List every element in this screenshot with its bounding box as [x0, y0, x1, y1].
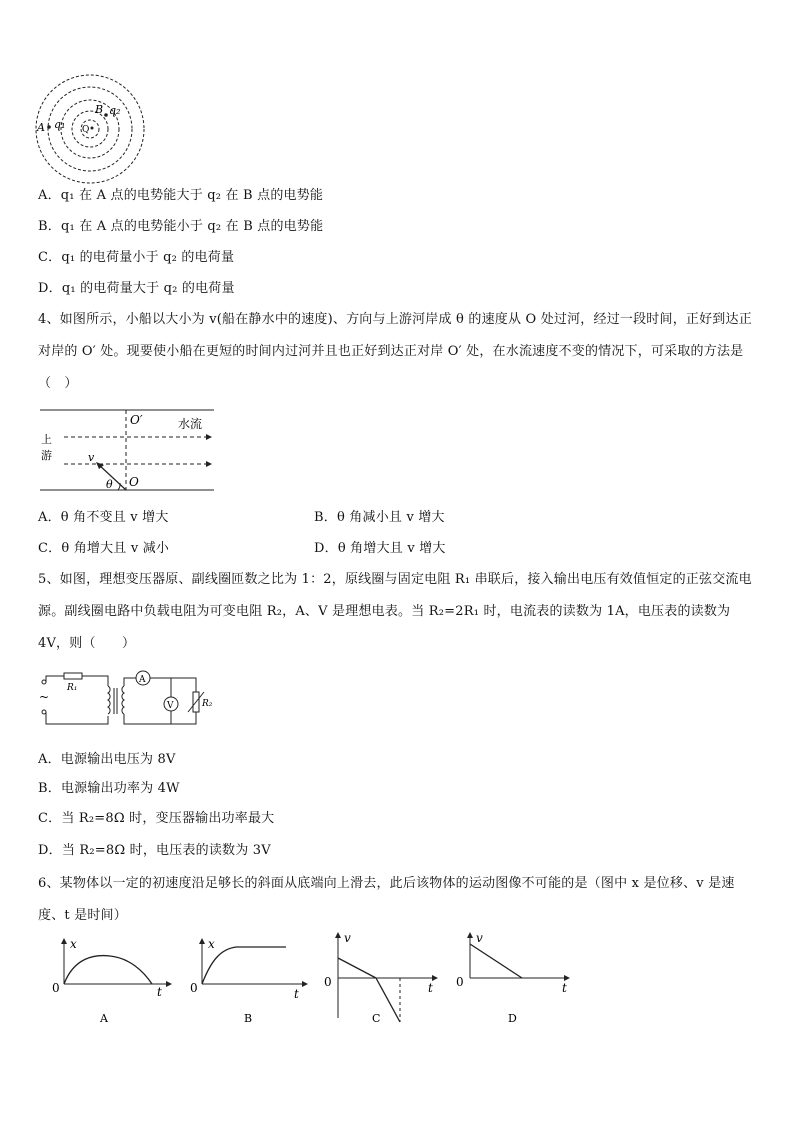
label-r2: R₂	[202, 699, 213, 709]
label-q1: q₁	[54, 118, 66, 131]
label-upstream-1: 上	[41, 433, 52, 446]
graph-b-ylabel: x	[208, 937, 215, 951]
q5-option-d[interactable]: D．当 R₂=8Ω 时，电压表的读数为 3V	[38, 843, 271, 858]
label-ammeter: A	[139, 675, 146, 685]
graph-a-xlabel: t	[157, 985, 162, 999]
graph-b-xlabel: t	[294, 987, 299, 1001]
q4-option-c[interactable]: C．θ 角增大且 v 减小	[38, 541, 170, 556]
label-q2: q₂	[109, 104, 121, 117]
q3-option-d[interactable]: D．q₁ 的电荷量大于 q₂ 的电荷量	[38, 281, 235, 296]
q4-stem: 4、如图所示，小船以大小为 v(船在静水中的速度)、方向与上游河岸成 θ 的速度从 O 处过河，经过一段时间，正好到达正对岸的 O′ 处。现要使小船在更短的时间内过河并且也正好到达正对岸 O′ 处，在水流速度不变的情况下，可采取的方法是（ ）	[38, 312, 752, 391]
graph-a-caption: A	[100, 1012, 108, 1025]
label-voltmeter: V	[167, 701, 174, 711]
q4-option-a[interactable]: A．θ 角不变且 v 增大	[38, 510, 169, 525]
label-theta: θ	[106, 478, 113, 491]
label-o: O	[129, 475, 139, 489]
label-v: v	[88, 451, 95, 464]
q3-option-b[interactable]: B．q₁ 在 A 点的电势能小于 q₂ 在 B 点的电势能	[38, 219, 324, 234]
label-r1: R₁	[67, 683, 78, 693]
q5-stem: 5、如图，理想变压器原、副线圈匝数之比为 1：2，原线圈与固定电阻 R₁ 串联后，接入输出电压有效值恒定的正弦交流电源。副线圈电路中负载电阻为可变电阻 R₂，A、V 是理想电表。当 R₂=2R₁ 时，电流表的读数为 1A，电压表的读数为 4V，则（ ）	[38, 572, 752, 651]
label-water-flow: 水流	[178, 417, 203, 431]
graph-b-caption: B	[244, 1012, 253, 1025]
graph-c-ylabel: v	[344, 931, 351, 945]
graph-d-xlabel: t	[562, 981, 567, 995]
graph-d-origin: 0	[456, 975, 464, 989]
graph-c-caption: C	[372, 1012, 381, 1025]
graph-d-caption: D	[508, 1012, 517, 1025]
graph-c	[320, 926, 450, 1026]
label-ac-source: ~	[39, 690, 50, 704]
graph-a	[44, 936, 174, 1026]
q5-option-c[interactable]: C．当 R₂=8Ω 时，变压器输出功率最大	[38, 811, 275, 826]
label-A: A	[37, 121, 45, 134]
q4-option-b[interactable]: B．θ 角减小且 v 增大	[314, 510, 445, 525]
graph-d-ylabel: v	[476, 931, 483, 945]
label-Q: Q	[82, 125, 90, 135]
label-B: B	[95, 103, 104, 116]
graph-c-xlabel: t	[428, 981, 433, 995]
q5-option-a[interactable]: A．电源输出电压为 8V	[38, 752, 176, 767]
q5-option-b[interactable]: B．电源输出功率为 4W	[38, 781, 180, 796]
q3-option-a[interactable]: A．q₁ 在 A 点的电势能大于 q₂ 在 B 点的电势能	[38, 188, 324, 203]
q6-stem: 6、某物体以一定的初速度沿足够长的斜面从底端向上滑去，此后该物体的运动图像不可能的是（图中 x 是位移、v 是速度、t 是时间）	[38, 876, 735, 923]
label-upstream-2: 游	[41, 449, 52, 462]
graph-a-origin: 0	[52, 981, 60, 995]
graph-a-ylabel: x	[70, 937, 77, 951]
graph-b	[186, 936, 316, 1026]
graph-c-origin: 0	[324, 975, 332, 989]
q4-option-d[interactable]: D．θ 角增大且 v 增大	[314, 541, 446, 556]
charge-circles-figure	[36, 86, 156, 186]
river-figure	[38, 406, 218, 496]
graph-b-origin: 0	[190, 981, 198, 995]
transformer-circuit-figure	[36, 668, 226, 740]
graph-d	[452, 926, 582, 1026]
label-o-prime: O′	[130, 413, 143, 427]
q3-option-c[interactable]: C．q₁ 的电荷量小于 q₂ 的电荷量	[38, 250, 235, 265]
